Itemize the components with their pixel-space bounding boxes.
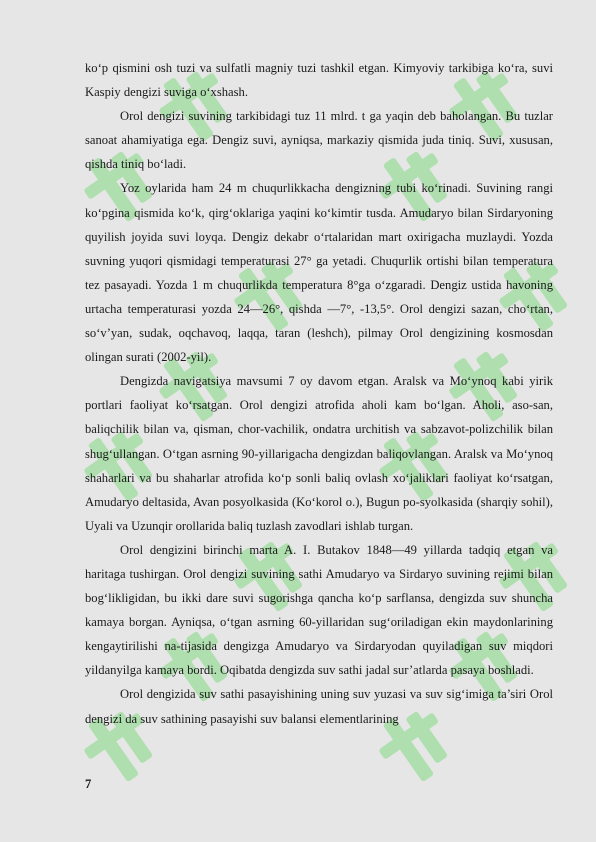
paragraph: Orol dengizi suvining tarkibidagi tuz 11 mlrd. t ga yaqin deb baholangan. Bu tuzlar sanoat ahamiyatiga ega. Dengiz suvi, ayniqsa, markaziy qismida juda tiniq. Suvi, xususan, qishda tiniq bo‘ladi. — [85, 109, 553, 172]
paragraph: Orol dengizini birinchi marta A. I. Butakov 1848—49 yillarda tadqiq etgan va haritaga tushirgan. Orol dengizi suvining sathi Amudaryo va Sirdaryo suvining rejimi bilan bog‘likligidan, bu ikki dare suvi sugorishga qancha ko‘p sarflansa, dengizda suv shuncha kamaya borgan. Ayniqsa, o‘tgan asrning 60-yillaridan sug‘oriladigan ekin maydonlarining kengaytirilishi na-tijasida dengizga Amudaryo va Sirdaryodan quyiladigan suv miqdori yildanyilga kamaya bordi. Oqibatda dengizda suv sathi jadal sur’atlarda pasaya boshladi. — [85, 542, 553, 678]
page-number: 7 — [85, 777, 92, 791]
paragraph: Yoz oylarida ham 24 m chuqurlikkacha dengizning tubi ko‘rinadi. Suvining rangi ko‘pgina qismida ko‘k, qirg‘oklariga yaqini ko‘kimtir tusda. Amudaryo bilan Sirdaryoning quyilish joyida suvi loyqa. Dengiz dekabr o‘rtalaridan mart oxirigacha muzlaydi. Yozda suvning yuqori qismidagi temperaturasi 27° ga yetadi. Chuqurlik ortishi bilan temperatura tez pasayadi. Yozda 1 m chuqurlikda temperatura 8°ga o‘zgaradi. Dengiz ustida havoning urtacha temperaturasi yozda 24—26°, qishda —7°, -13,5°. Orol dengizi sazan, cho‘rtan, so‘v’yan, sudak, oqchavoq, laqqa, taran (leshch), pilmay Orol dengizining kosmosdan olingan surati (2002-yil). — [85, 181, 553, 365]
body-text — [85, 56, 553, 731]
paragraph: ko‘p qismini osh tuzi va sulfatli magniy tuzi tashkil etgan. Kimyoviy tarkibiga ko‘ra, suvi Kaspiy dengizi suviga o‘xshash. — [85, 61, 553, 100]
paragraph: Orol dengizida suv sathi pasayishining uning suv yuzasi va suv sig‘imiga ta’siri Orol dengizi da suv sathining pasayishi suv balansi elementlarining — [85, 687, 553, 726]
paragraph: Dengizda navigatsiya mavsumi 7 oy davom etgan. Aralsk va Mo‘ynoq kabi yirik portlari faoliyat ko‘rsatgan. Orol dengizi atrofida aholi kam bo‘lgan. Aholi, aso-san, baliqchilik bilan va, qisman, chor-vachilik, ondatra urchitish va sabzavot-polizchilik bilan shug‘ullangan. O‘tgan asrning 90-yillarigacha dengizdan baliqovlangan. Aralsk va Mo‘ynoq shaharlari va bu shaharlar atrofida ko‘p sonli baliq ovlash xo‘jaliklari faoliyat ko‘rsatgan, Amudaryo deltasida, Avan posyolkasida (Ko‘korol o.), Bugun po-syolkasida (sharqiy sohil), Uyali va Uzunqir orollarida baliq tuzlash zavodlari ishlab turgan. — [85, 374, 553, 533]
